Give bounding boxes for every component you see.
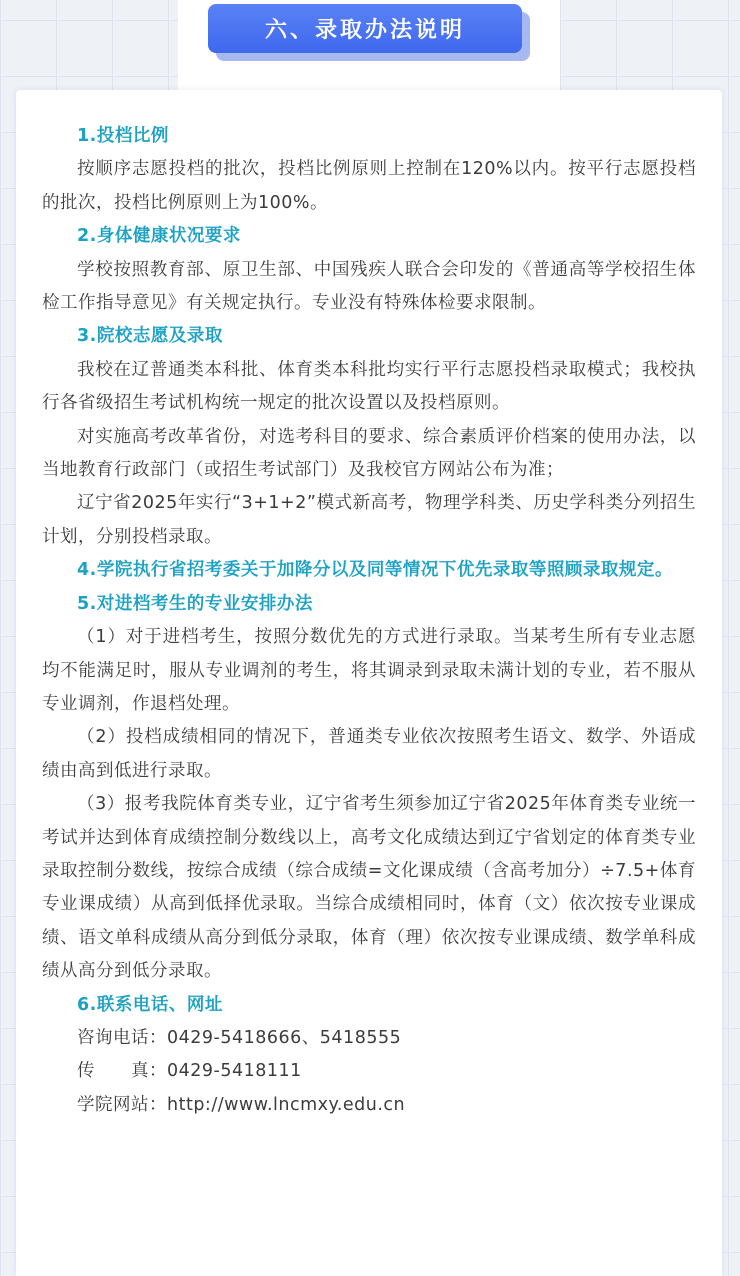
heading-contact: 6.联系电话、网址 bbox=[77, 994, 223, 1015]
heading-bonus-points: 4.学院执行省招考委关于加降分以及同等情况下优先录取等照顾录取规定。 bbox=[77, 560, 673, 581]
paragraph: 对实施高考改革省份，对选考科目的要求、综合素质评价档案的使用办法，以当地教育行政部门（或招生考试部门）及我校官方网站公布为准； bbox=[42, 426, 696, 481]
section-header bbox=[0, 0, 740, 90]
contact-website-label: 学院网站： bbox=[77, 1094, 167, 1115]
paragraph: 辽宁省2025年实行“3+1+2”模式新高考，物理学科类、历史学科类分列招生计划，分别投档录取。 bbox=[42, 493, 696, 547]
content-card bbox=[16, 90, 722, 1276]
heading-admission-ratio: 1.投档比例 bbox=[77, 126, 169, 146]
section-title: 六、录取办法说明 bbox=[208, 4, 522, 53]
heading-school-preference: 3.院校志愿及录取 bbox=[77, 326, 223, 347]
contact-website-link[interactable]: http://www.lncmxy.edu.cn bbox=[167, 1094, 406, 1115]
contact-phone bbox=[42, 1022, 696, 1055]
paragraph: 我校在辽普通类本科批、体育类本科批均实行平行志愿投档录取模式；我校执行各省级招生考试机构统一规定的批次设置以及投档原则。 bbox=[42, 359, 696, 414]
contact-fax-value: 0429-5418111 bbox=[167, 1061, 302, 1082]
paragraph: （2）投档成绩相同的情况下，普通类专业依次按照考生语文、数学、外语成绩由高到低进行录取。 bbox=[42, 727, 696, 781]
contact-fax-label: 传 真： bbox=[77, 1061, 167, 1082]
contact-phone-label: 咨询电话： bbox=[77, 1027, 167, 1048]
paragraph: （3）报考我院体育类专业，辽宁省考生须参加辽宁省2025年体育类专业统一考试并达到体育成绩控制分数线以上，高考文化成绩达到辽宁省划定的体育类专业录取控制分数线，按综合成绩（综合成绩=文化课成绩（含高考加分）÷7.5+体育专业课成绩）从高到低择优录取。当综合成绩相同时，体育（文）依次按专业课成绩、语文单科成绩从高分到低分录取，体育（理）依次按专业课成绩、数学单科成绩从高分到低分录取。 bbox=[42, 794, 696, 982]
contact-website bbox=[42, 1089, 696, 1122]
heading-major-arrangement: 5.对进档考生的专业安排办法 bbox=[77, 593, 313, 614]
contact-phone-value: 0429-5418666、5418555 bbox=[167, 1027, 402, 1048]
admission-rules-text bbox=[42, 120, 696, 1122]
paragraph: 按顺序志愿投档的批次，投档比例原则上控制在120%以内。按平行志愿投档的批次，投档比例原则上为100%。 bbox=[42, 159, 696, 213]
paragraph: （1）对于进档考生，按照分数优先的方式进行录取。当某考生所有专业志愿均不能满足时，服从专业调剂的考生，将其调录到录取未满计划的专业，若不服从专业调剂，作退档处理。 bbox=[42, 627, 696, 714]
heading-health-requirements: 2.身体健康状况要求 bbox=[77, 226, 241, 247]
paragraph: 学校按照教育部、原卫生部、中国残疾人联合会印发的《普通高等学校招生体检工作指导意见》有关规定执行。专业没有特殊体检要求限制。 bbox=[42, 259, 696, 314]
contact-fax bbox=[42, 1055, 696, 1088]
